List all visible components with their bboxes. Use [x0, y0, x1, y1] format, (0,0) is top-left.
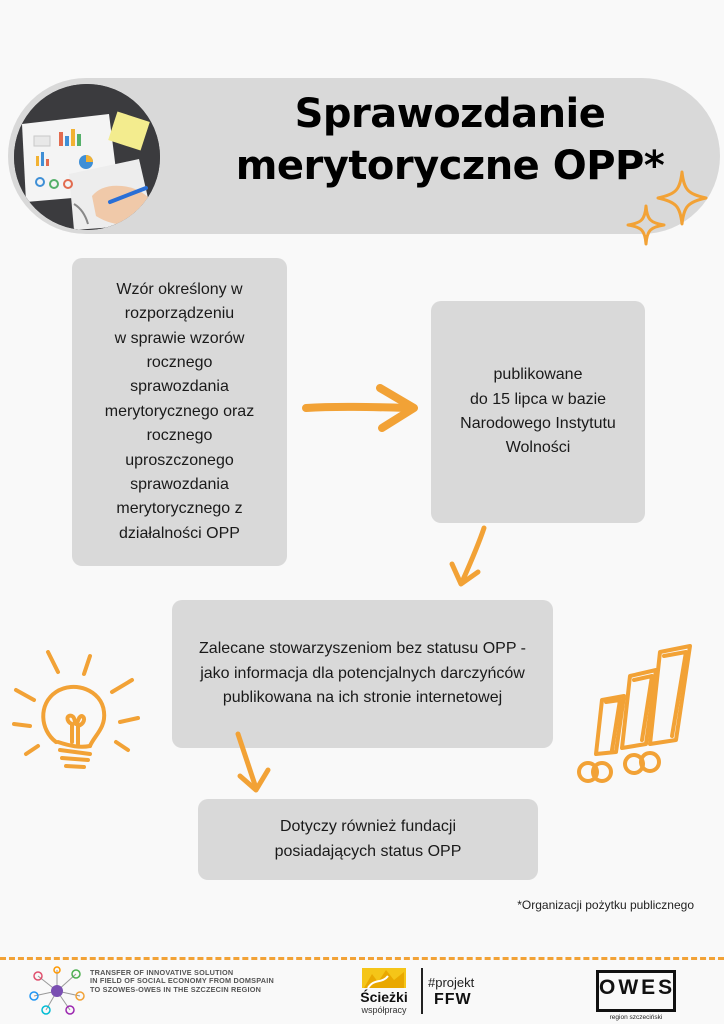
box-publication-info	[431, 301, 645, 523]
box-foundations-info	[198, 799, 538, 880]
sciezki-logo-icon	[362, 966, 406, 990]
title-line-2: merytoryczne OPP*	[235, 143, 665, 189]
transfer-line-3: TO SZOWES-OWES IN THE SZCZECIN REGION	[90, 984, 262, 994]
network-logo-icon	[28, 966, 86, 1016]
footer-separator	[421, 968, 423, 1014]
sparkle-icon	[622, 168, 712, 252]
owes-label: OWES	[599, 976, 676, 999]
box-recommendation-text: Zalecane stowarzyszeniom bez statusu OPP - jako informacja dla potencjalnych darczyńców publikowana na ich stronie internetowej	[199, 640, 526, 707]
transfer-project-text	[90, 969, 290, 994]
wspolpracy-label: współpracy	[361, 1005, 407, 1015]
box-recommendation-info	[172, 600, 553, 748]
sciezki-label: Ścieżki	[360, 989, 408, 1005]
arrow-right-icon	[302, 384, 422, 434]
title-line-1: Sprawozdanie	[294, 91, 606, 137]
box-template-text: Wzór określony w rozporządzeniu w sprawie wzorów rocznego sprawozdania merytorycznego oraz rocznego uproszczonego sprawozdania merytorycznego z działalności OPP	[104, 280, 255, 542]
header-photo	[14, 84, 160, 230]
transfer-line-2: IN FIELD OF SOCIAL ECONOMY FROM DOMSPAIN	[90, 976, 274, 986]
footnote: *Organizacji pożytku publicznego	[517, 898, 694, 912]
exclamation-icon	[572, 640, 702, 790]
lightbulb-icon	[12, 650, 142, 780]
owes-logo	[596, 970, 676, 1012]
box-publication-text: publikowane do 15 lipca w bazie Narodowego Instytutu Wolności	[460, 366, 616, 457]
box-foundations-text: Dotyczy również fundacji posiadających status OPP	[274, 818, 462, 860]
projekt-label: #projekt	[428, 975, 475, 990]
transfer-line-1: TRANSFER OF INNOVATIVE SOLUTION	[90, 968, 234, 977]
arrow-down-icon	[230, 730, 276, 796]
arrow-down-icon	[446, 524, 492, 590]
owes-region-label: region szczeciński	[609, 1014, 663, 1021]
ffw-label: FFW	[434, 991, 472, 1008]
footer-divider	[0, 957, 724, 960]
charts-photo-icon	[14, 84, 160, 230]
box-template-info	[72, 258, 287, 566]
